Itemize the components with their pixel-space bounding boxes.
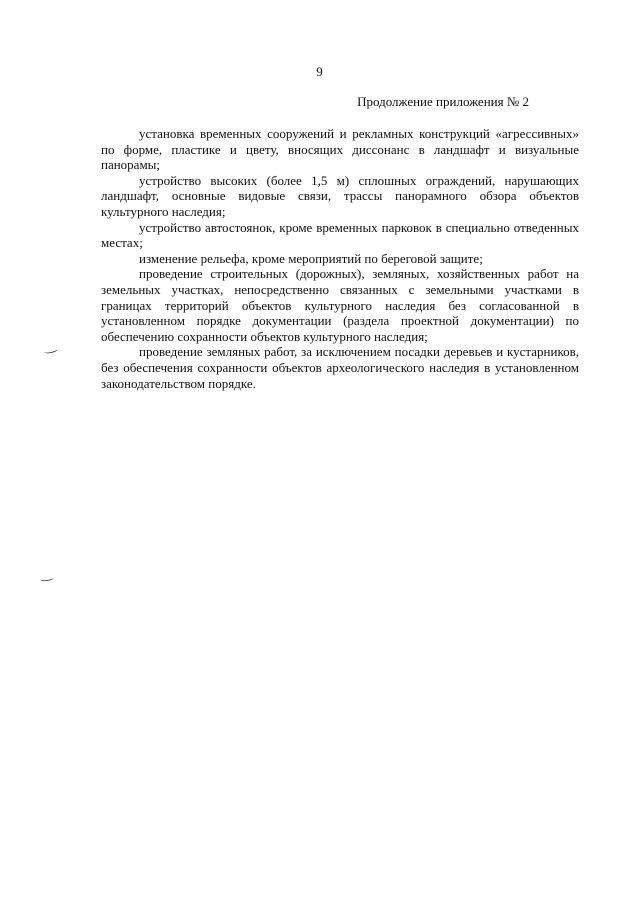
- paragraph-temporary-structures: установка временных сооружений и рекламных конструкций «агрессивных» по форме, пластике и цвету, вносящих диссонанс в ландшафт и визуальные панорамы;: [101, 126, 579, 173]
- page-number: 9: [316, 64, 323, 79]
- scan-mark: [40, 575, 55, 582]
- appendix-continuation-header: Продолжение приложения № 2: [357, 94, 529, 109]
- document-body: [101, 126, 579, 391]
- paragraph-relief-change: изменение рельефа, кроме мероприятий по береговой защите;: [139, 250, 483, 266]
- paragraph-earthworks: проведение земляных работ, за исключением посадки деревьев и кустарников, без обеспечения сохранности объектов археологического наследия в установленном законодательством порядке.: [101, 344, 579, 391]
- paragraph-high-fences: устройство высоких (более 1,5 м) сплошных ограждений, нарушающих ландшафт, основные видовые связи, трассы панорамного обзора объектов культурного наследия;: [101, 172, 579, 219]
- paragraph-parking: устройство автостоянок, кроме временных парковок в специально отведенных местах;: [101, 219, 579, 251]
- paragraph-construction-works: проведение строительных (дорожных), земляных, хозяйственных работ на земельных участках, непосредственно связанных с земельными участками в границах территорий объектов культурного наследия без согласованной в установленном порядке документации (раздела проектной документации) по обеспечению сохранности объектов культурного наследия;: [101, 266, 579, 344]
- scan-mark: [44, 347, 59, 355]
